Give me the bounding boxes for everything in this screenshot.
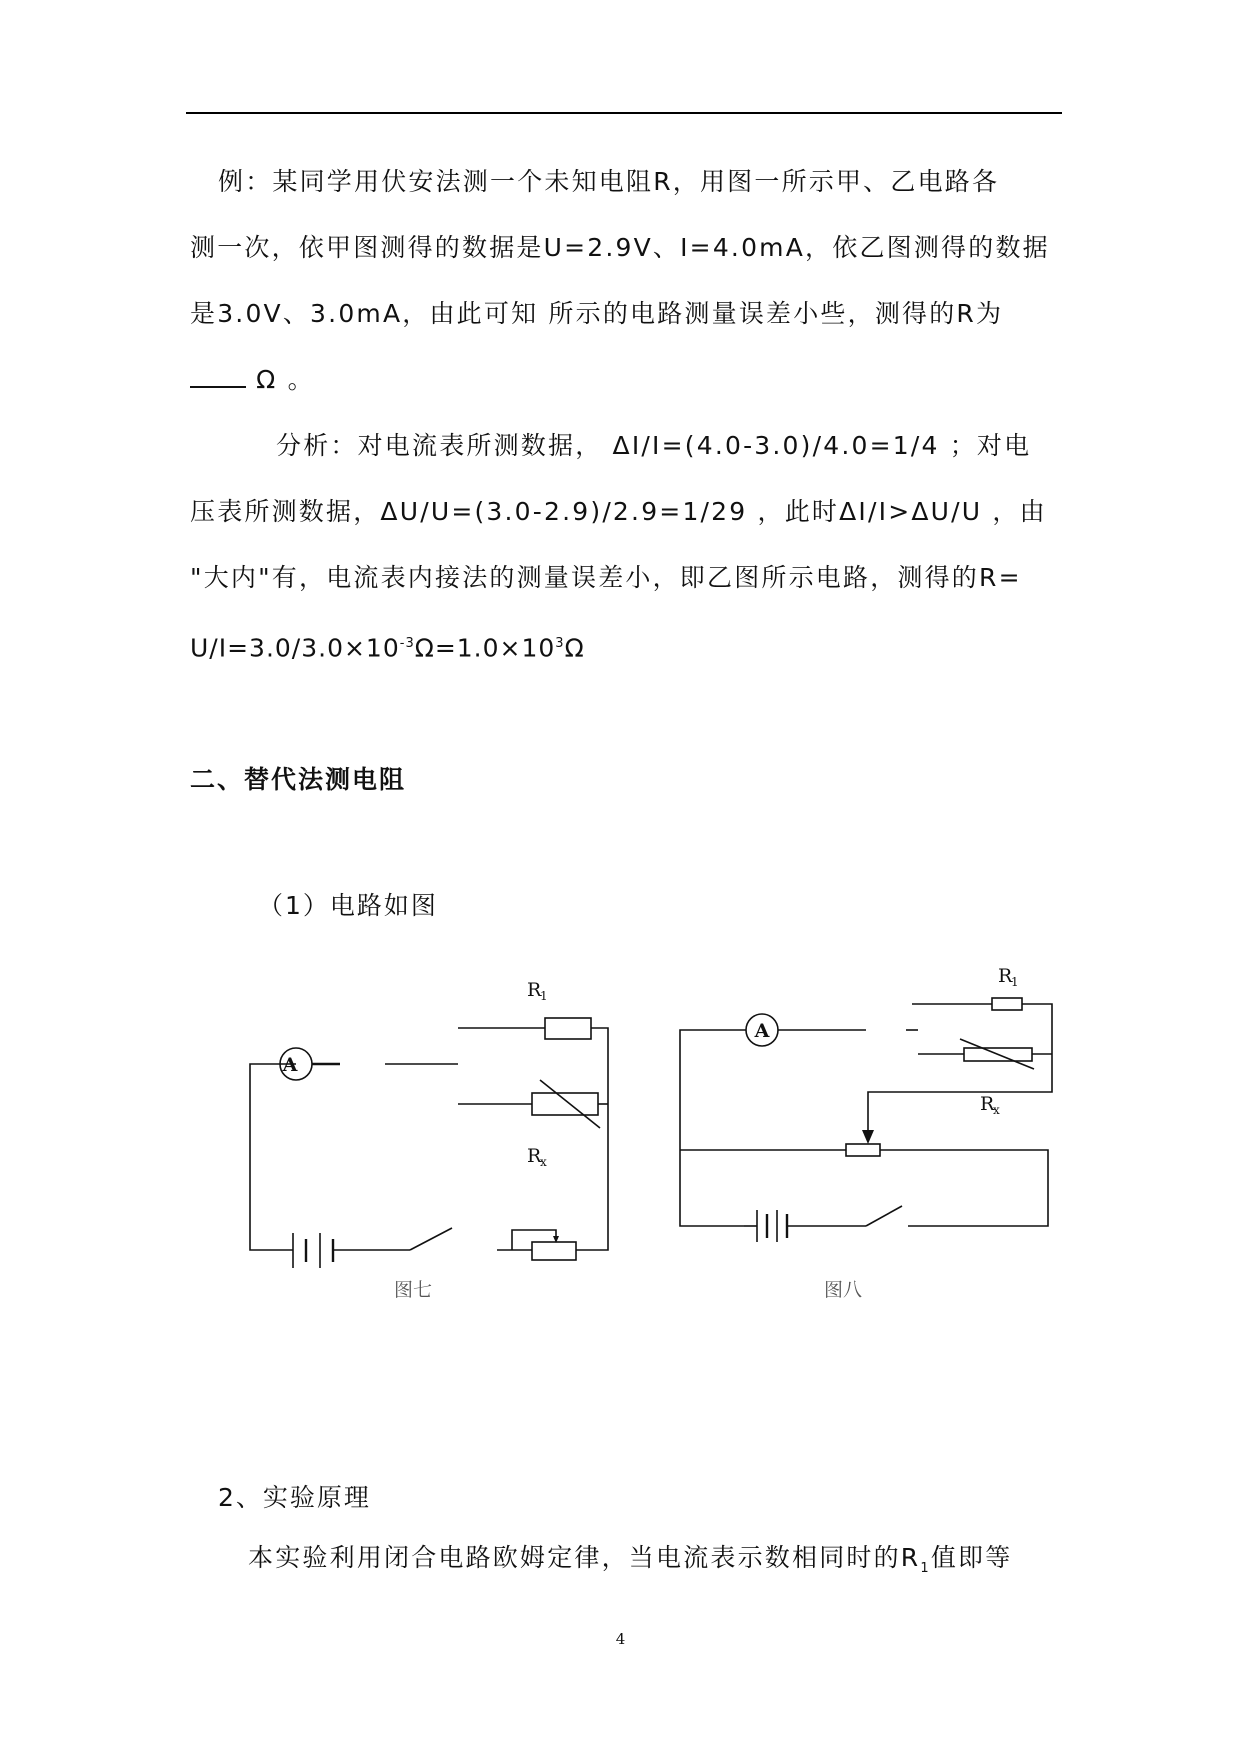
rx-label: R bbox=[527, 1145, 542, 1167]
example-unit: Ω 。 bbox=[256, 365, 315, 394]
example-line-3: 是3.0V、3.0mA，由此可知 所示的电路测量误差小些，测得的R为 bbox=[190, 299, 1004, 328]
rx-subscript: x bbox=[540, 1155, 547, 1169]
principle-text-b: 值即等 bbox=[930, 1543, 1013, 1572]
figure-7-caption: 图七 bbox=[394, 1279, 433, 1301]
step-1: （1）电路如图 bbox=[258, 891, 438, 920]
rx-label: R bbox=[980, 1093, 995, 1115]
page-number: 4 bbox=[615, 1630, 626, 1648]
ammeter-label: A bbox=[754, 1020, 770, 1042]
figure-8-caption: 图八 bbox=[824, 1279, 863, 1301]
r1-label: R bbox=[527, 979, 542, 1001]
analysis-line-2: 压表所测数据，ΔU/U=(3.0-2.9)/2.9=1/29 ，此时ΔI/I>ΔU/U ，由 bbox=[190, 497, 1047, 526]
example-line-2: 测一次，依甲图测得的数据是U=2.9V、I=4.0mA，依乙图测得的数据 bbox=[190, 233, 1050, 262]
formula-part-a: U/I=3.0/3.0×10 bbox=[190, 633, 400, 663]
formula-exponent-1: -3 bbox=[399, 636, 415, 651]
example-line-1: 例：某同学用伏安法测一个未知电阻R，用图一所示甲、乙电路各 bbox=[218, 167, 1000, 196]
analysis-line-3: "大内"有，电流表内接法的测量误差小，即乙图所示电路，测得的R= bbox=[190, 563, 1022, 592]
r1-subscript: 1 bbox=[540, 989, 548, 1003]
section-heading: 二、替代法测电阻 bbox=[190, 765, 407, 794]
ammeter-label: A bbox=[282, 1054, 298, 1076]
formula-part-c: Ω bbox=[564, 633, 585, 663]
step-2: 2、实验原理 bbox=[218, 1483, 371, 1512]
principle-subscript: 1 bbox=[920, 1561, 931, 1576]
formula-part-b: Ω=1.0×10 bbox=[414, 633, 556, 663]
analysis-line-1: 分析：对电流表所测数据， ΔI/I=(4.0-3.0)/4.0=1/4 ；对电 bbox=[276, 431, 1032, 460]
rx-subscript: x bbox=[993, 1103, 1000, 1117]
formula-exponent-2: 3 bbox=[555, 636, 565, 651]
principle-line bbox=[248, 1542, 1012, 1585]
r1-subscript: 1 bbox=[1011, 975, 1019, 989]
principle-text-a: 本实验利用闭合电路欧姆定律，当电流表示数相同时的R bbox=[248, 1543, 921, 1572]
r1-label: R bbox=[998, 965, 1013, 987]
